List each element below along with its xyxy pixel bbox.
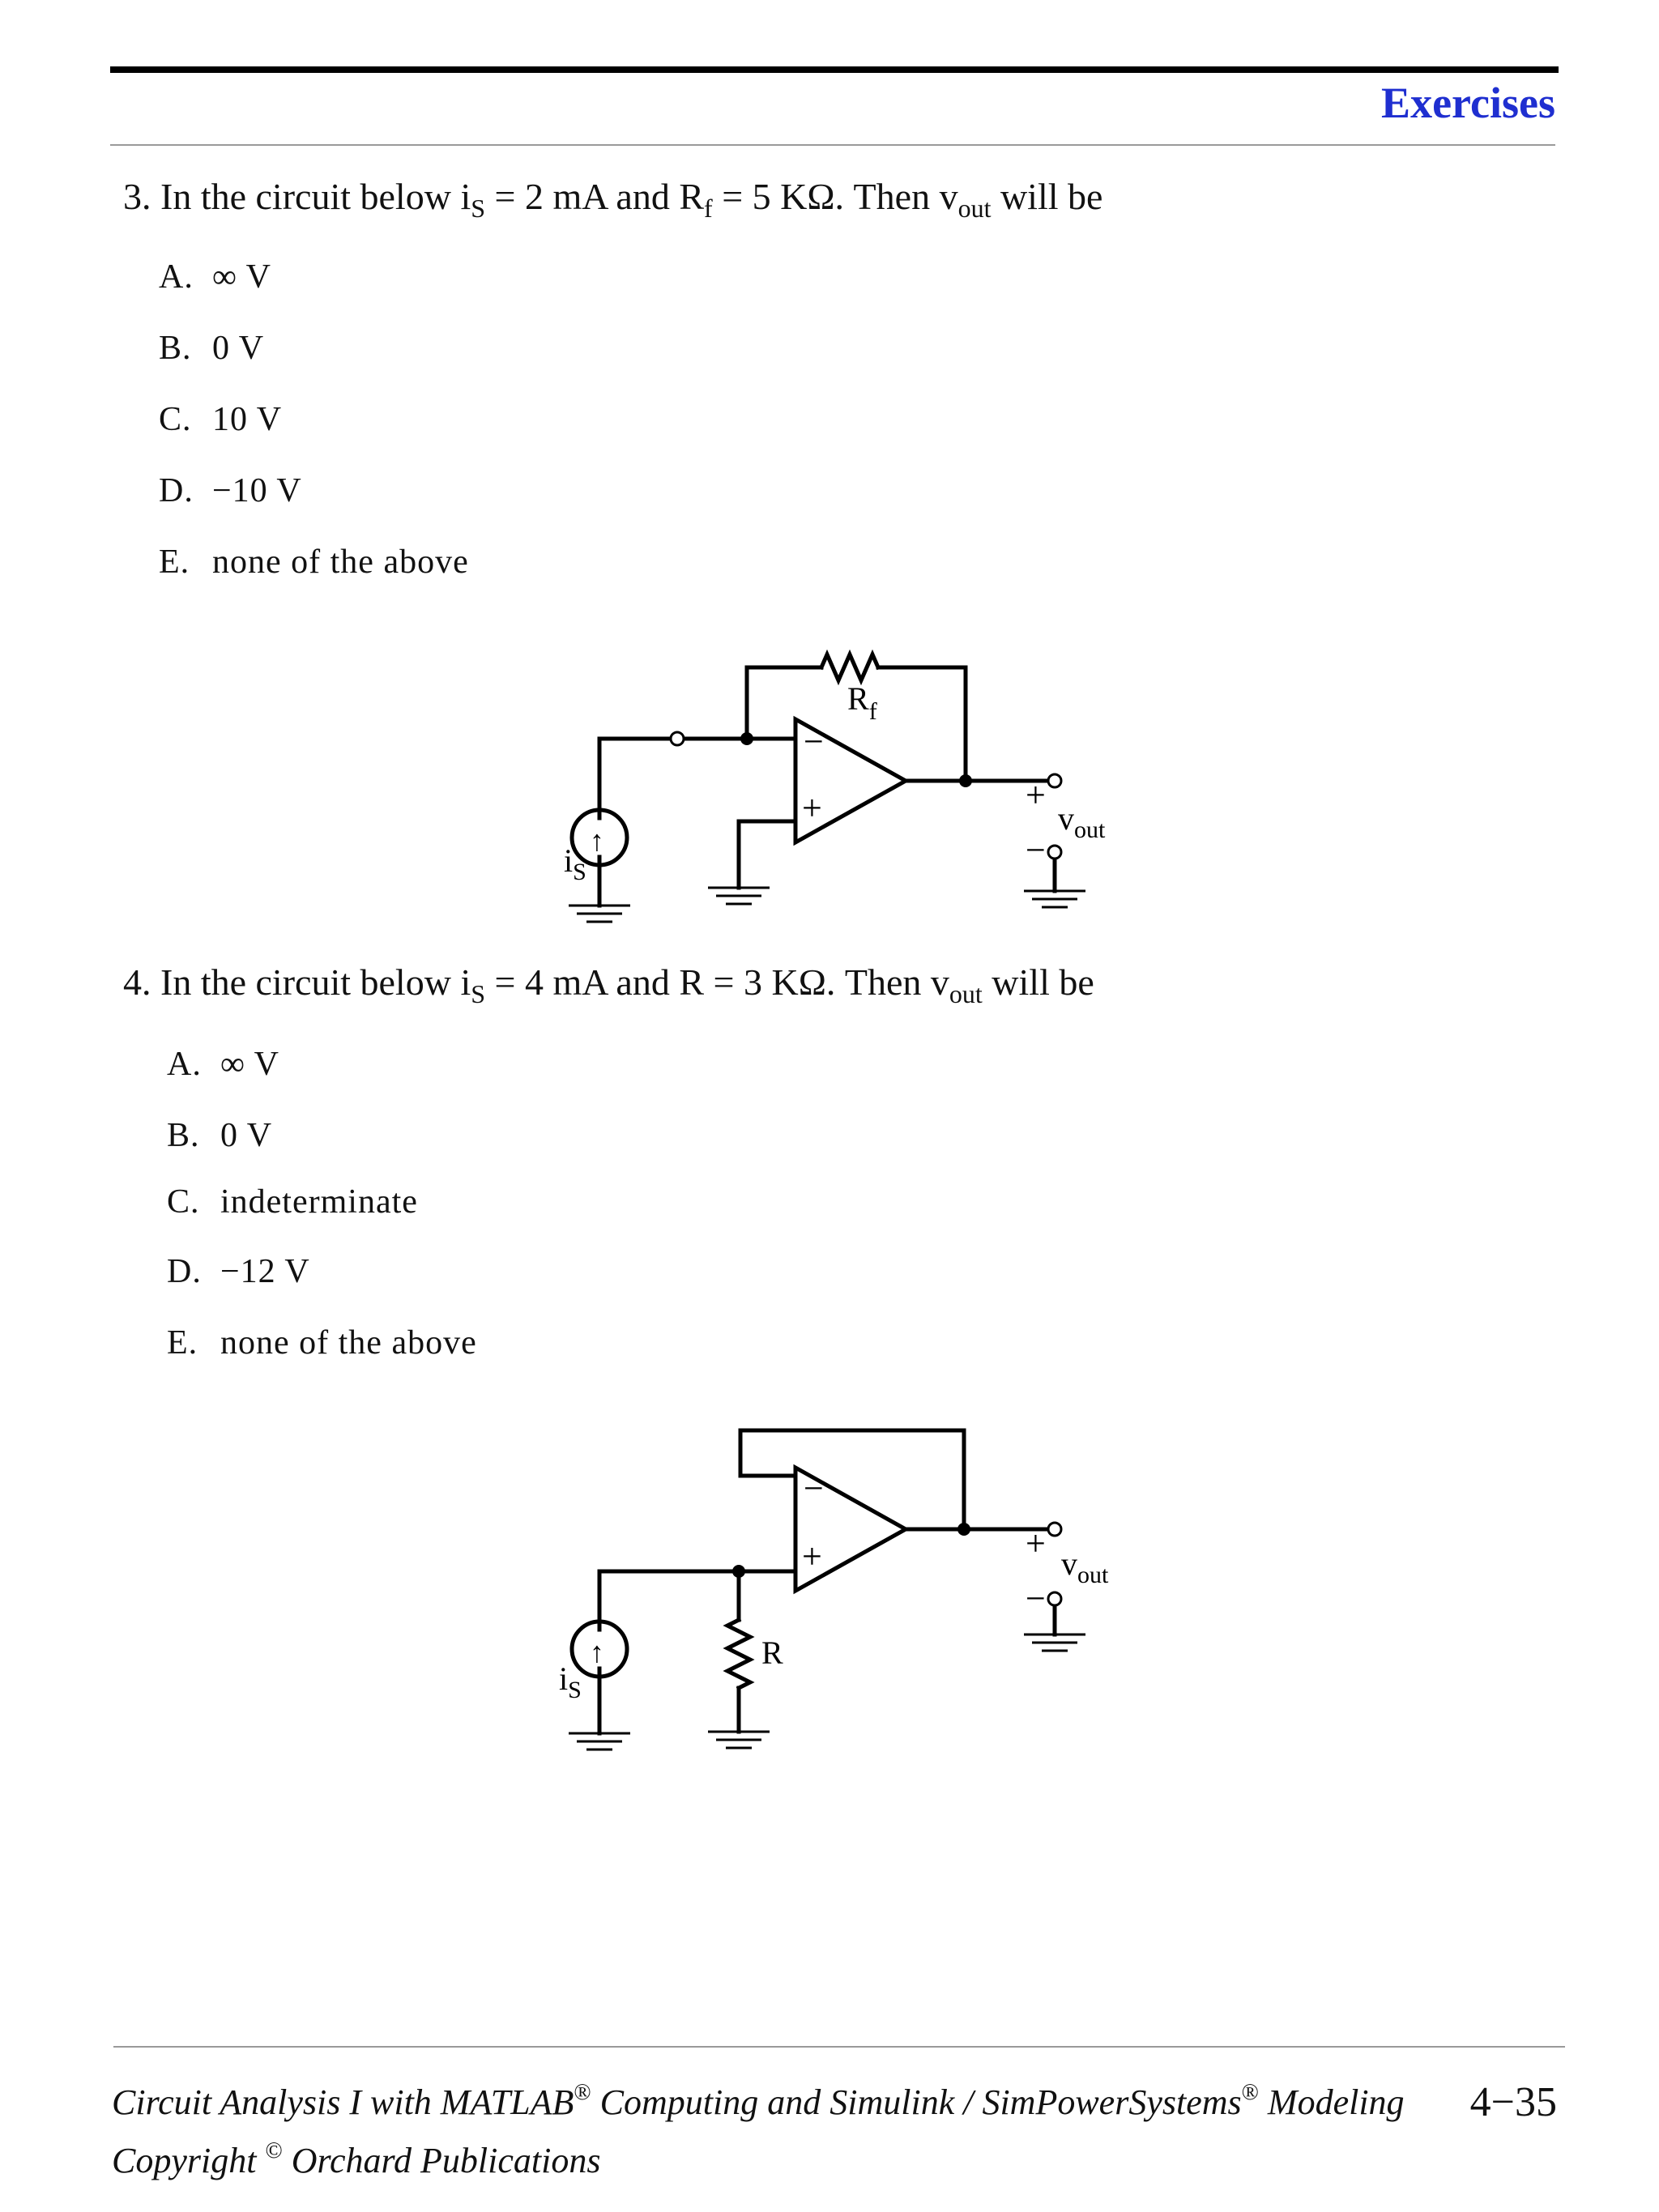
- vout-minus: −: [1026, 830, 1046, 870]
- footer-book-title: Circuit Analysis I with MATLAB® Computing and Simulink / SimPowerSystems® Modeling: [112, 2080, 1405, 2122]
- is-label: $i_S$: [564, 842, 586, 885]
- r-variable: R: [679, 961, 705, 1003]
- vout-plus: +: [1026, 775, 1046, 815]
- arrow-up-icon: ↑: [590, 1636, 604, 1669]
- vout-variable: $v_{out}$: [939, 176, 992, 223]
- q3-option-b: B. 0 V: [159, 330, 265, 367]
- footer-copyright: Copyright © Orchard Publications: [112, 2138, 601, 2180]
- q3-option-a: A. ∞ V: [159, 258, 272, 296]
- q4-option-e: E. none of the above: [167, 1324, 477, 1362]
- vout-variable: $v_{out}$: [930, 961, 983, 1008]
- q3-option-e: E. none of the above: [159, 543, 469, 581]
- vout-plus: +: [1026, 1524, 1046, 1563]
- vout-label: $v_{out}$: [1058, 800, 1106, 843]
- is-label: $i_S$: [559, 1660, 582, 1703]
- ground-symbols-2: [569, 1634, 1085, 1750]
- q3-option-d: D. −10 V: [159, 472, 302, 509]
- q4-option-d: D. −12 V: [167, 1253, 310, 1290]
- op-amp-minus: −: [804, 1468, 824, 1508]
- question-number: 4.: [123, 961, 151, 1003]
- q3-option-c: C. 10 V: [159, 401, 283, 438]
- op-amp-plus: +: [802, 1536, 822, 1576]
- vout-minus: −: [1026, 1579, 1046, 1618]
- rf-label: $R_f$: [847, 680, 877, 725]
- wire-source-noninverting: [599, 1571, 795, 1630]
- op-amp-minus: −: [804, 722, 824, 761]
- arrow-up-icon: ↑: [590, 825, 604, 857]
- r-label: R: [761, 1634, 783, 1671]
- footer-rule: [113, 2046, 1565, 2048]
- page-number: 4−35: [1469, 2079, 1557, 2125]
- wire-feedback: [740, 1430, 964, 1529]
- resistor-r: [727, 1620, 750, 1688]
- is-variable: $i_S$: [460, 176, 486, 223]
- q4-option-b: B. 0 V: [167, 1117, 273, 1154]
- question-number: 3.: [123, 176, 151, 217]
- output-terminal-plus: [1048, 1523, 1061, 1536]
- terminals-2: [1048, 1523, 1061, 1605]
- rf-variable: $R_f$: [679, 176, 713, 223]
- vout-label: $v_{out}$: [1061, 1545, 1109, 1588]
- q4-option-c: C. indeterminate: [167, 1183, 418, 1221]
- question-3: 3. In the circuit below $i_S = 2$ mA and $R_f = 5$ KΩ. Then $v_{out}$ will be: [123, 176, 1103, 223]
- question-4: 4. In the circuit below $i_S = 4$ mA and R = 3 KΩ. Then $v_{out}$ will be: [123, 961, 1094, 1008]
- section-title: Exercises: [1381, 79, 1555, 127]
- q4-option-a: A. ∞ V: [167, 1046, 280, 1083]
- is-variable: $i_S$: [460, 961, 486, 1008]
- output-terminal-minus: [1048, 1592, 1061, 1605]
- op-amp-plus: +: [802, 788, 822, 828]
